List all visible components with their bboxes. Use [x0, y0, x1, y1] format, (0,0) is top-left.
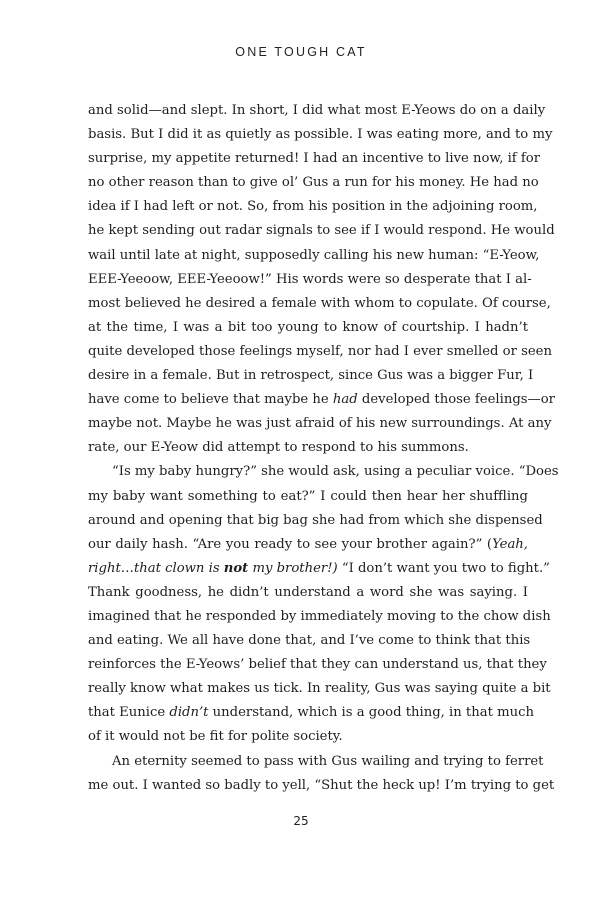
- text-line: and solid—and slept. In short, I did what most E-Yeows do on a daily: [88, 103, 546, 118]
- text-line: [88, 701, 534, 725]
- text-line: [88, 557, 550, 581]
- text-line: really know what makes us tick. In reality, Gus was saying quite a bit: [88, 681, 551, 697]
- text-run: our daily hash. “Are you ready to see your brother again?” (: [88, 536, 493, 552]
- text-run: that Eunice: [88, 705, 170, 721]
- text-line: idea if I had left or not. So, from his position in the adjoining room,: [88, 199, 538, 215]
- page-number: 25: [293, 814, 309, 828]
- italic-run: didn’t: [169, 705, 209, 721]
- running-header: ONE TOUGH CAT: [235, 45, 367, 59]
- text-line: maybe not. Maybe he was just afraid of his new surroundings. At any: [88, 416, 552, 432]
- text-line: EEE-Yeeoow, EEE-Yeeoow!” His words were so desperate that I al-: [88, 271, 532, 287]
- text-line: imagined that he responded by immediately moving to the chow dish: [88, 608, 551, 624]
- text-line: An eternity seemed to pass with Gus wailing and trying to ferret: [112, 753, 544, 769]
- text-line: rate, our E-Yeow did attempt to respond to his summons.: [88, 440, 469, 456]
- text-line: desire in a female. But in retrospect, since Gus was a bigger Fur, I: [88, 368, 534, 384]
- text-line: wail until late at night, supposedly calling his new human: “E-Yeow,: [88, 247, 540, 263]
- text-run: have come to believe that maybe he: [88, 392, 333, 408]
- text-line: my baby want something to eat?” I could then hear her shuffling: [88, 488, 528, 504]
- text-line: “Is my baby hungry?” she would ask, using a peculiar voice. “Does: [112, 464, 559, 480]
- bold-italic-run: not: [223, 560, 249, 576]
- italic-run: right…that clown is: [88, 560, 224, 576]
- text-line: quite developed those feelings myself, nor had I ever smelled or seen: [88, 343, 552, 359]
- italic-run: had: [332, 392, 358, 408]
- text-line: he kept sending out radar signals to see if I would respond. He would: [88, 223, 555, 239]
- italic-run: my brother!): [248, 560, 338, 576]
- text-line: reinforces the E-Yeows’ belief that they can understand us, that they: [88, 657, 547, 673]
- text-line: at the time, I was a bit too young to know of courtship. I hadn’t: [88, 319, 528, 335]
- text-line: Thank goodness, he didn’t understand a word she was saying. I: [88, 584, 528, 600]
- text-line: of it would not be fit for polite society.: [88, 729, 343, 745]
- text-run: understand, which is a good thing, in that much: [208, 705, 534, 721]
- body-text: [88, 99, 559, 798]
- text-line: [88, 388, 555, 412]
- text-run: “I don’t want you two to fight.”: [337, 560, 550, 576]
- text-line: and eating. We all have done that, and I’ve come to think that this: [88, 633, 531, 649]
- text-line: most believed he desired a female with whom to copulate. Of course,: [88, 295, 551, 311]
- text-line: [88, 533, 528, 557]
- text-line: around and opening that big bag she had from which she dispensed: [88, 512, 543, 528]
- text-line: no other reason than to give ol’ Gus a run for his money. He had no: [88, 175, 539, 191]
- text-line: basis. But I did it as quietly as possible. I was eating more, and to my: [88, 127, 553, 143]
- italic-run: Yeah,: [492, 536, 528, 552]
- text-line: me out. I wanted so badly to yell, “Shut the heck up! I’m trying to get: [88, 777, 555, 793]
- text-run: developed those feelings—or: [357, 392, 555, 408]
- text-line: surprise, my appetite returned! I had an incentive to live now, if for: [88, 151, 540, 167]
